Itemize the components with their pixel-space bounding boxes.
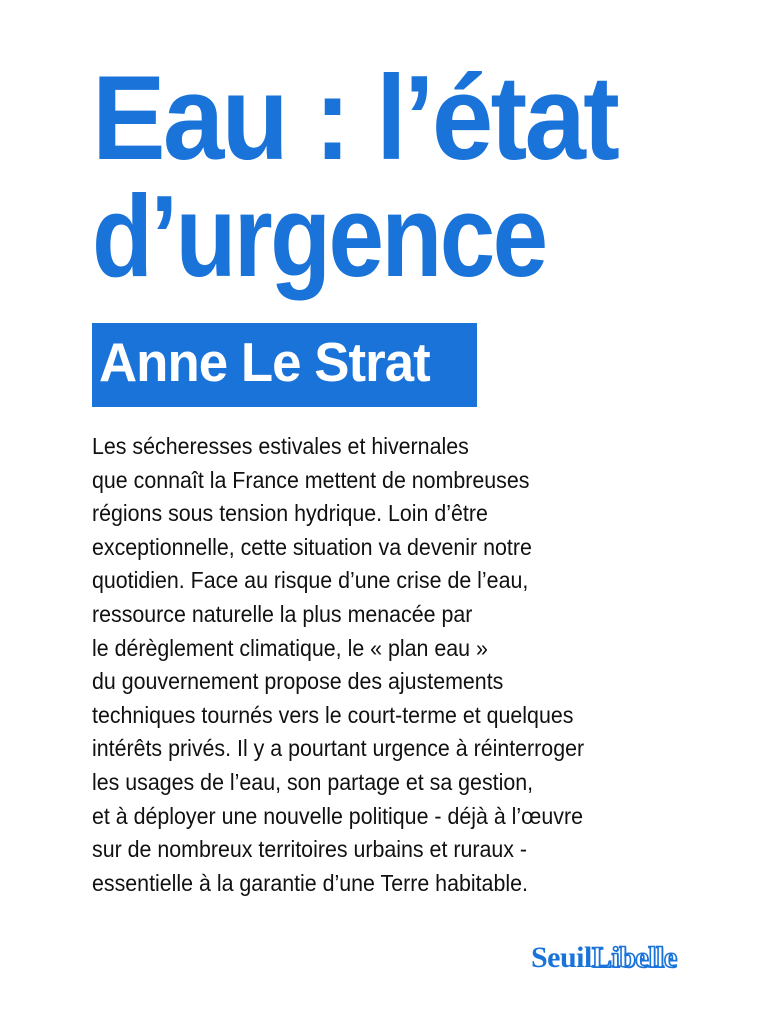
publisher-logo-libelle: Libelle <box>591 941 677 974</box>
blurb-line: et à déployer une nouvelle politique - déjà à l’œuvre <box>92 802 583 829</box>
blurb-line: essentielle à la garantie d’une Terre habitable. <box>92 869 528 896</box>
blurb-line: du gouvernement propose des ajustements <box>92 668 504 695</box>
blurb-line: le dérèglement climatique, le « plan eau » <box>92 634 488 661</box>
author-banner <box>92 323 477 407</box>
blurb-line: que connaît la France mettent de nombreuses <box>92 466 530 493</box>
blurb-line: exceptionnelle, cette situation va devenir notre <box>92 533 532 560</box>
blurb-line: ressource naturelle la plus menacée par <box>92 600 473 627</box>
blurb-line: quotidien. Face au risque d’une crise de l’eau, <box>92 567 529 594</box>
title-line-2: d’urgence <box>92 171 546 301</box>
blurb-line: les usages de l’eau, son partage et sa gestion, <box>92 768 534 795</box>
blurb-line: techniques tournés vers le court-terme et quelques <box>92 701 574 728</box>
blurb-line: intérêts privés. Il y a pourtant urgence à réinterroger <box>92 735 585 762</box>
blurb-text <box>92 430 732 900</box>
title-line-1: Eau : l’état <box>92 51 618 185</box>
publisher-logo-seuil: Seuil <box>531 941 592 974</box>
publisher-logo <box>531 938 677 978</box>
author-name: Anne Le Strat <box>99 331 430 393</box>
blurb-line: sur de nombreux territoires urbains et ruraux - <box>92 836 528 863</box>
blurb-line: régions sous tension hydrique. Loin d’être <box>92 500 488 527</box>
blurb-line: Les sécheresses estivales et hivernales <box>92 433 469 459</box>
